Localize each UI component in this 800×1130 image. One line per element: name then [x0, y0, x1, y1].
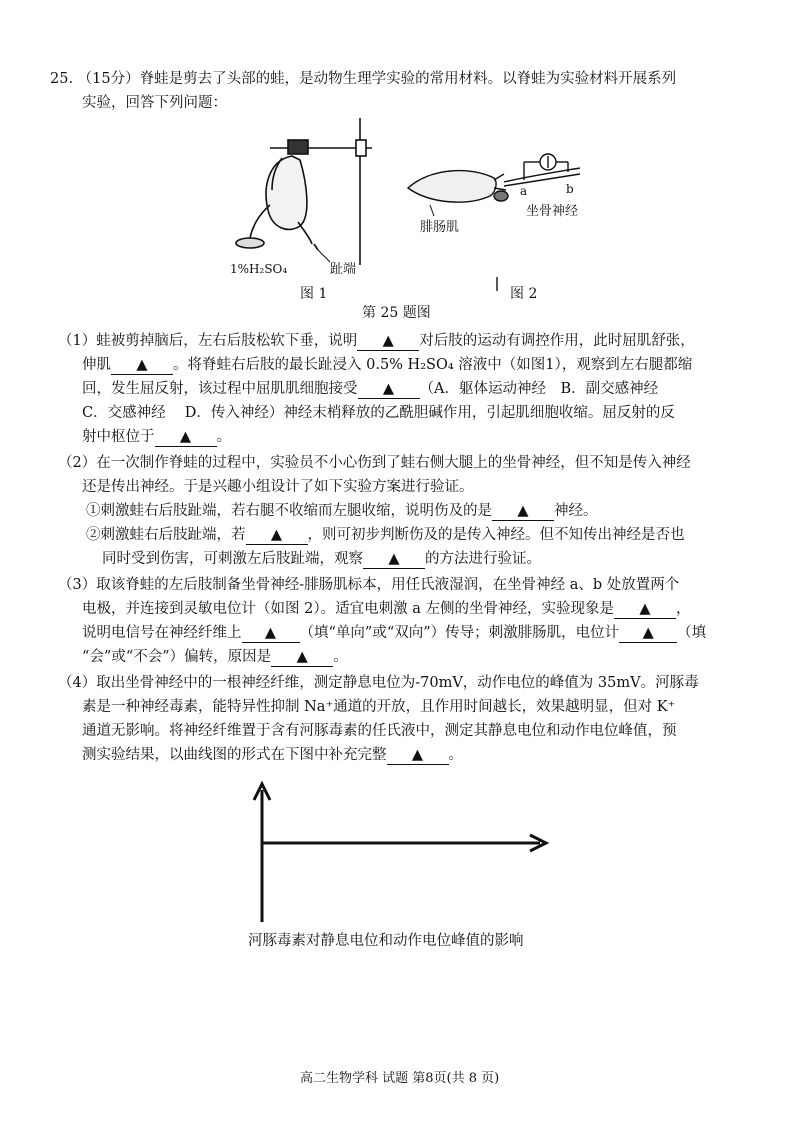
part1-line1: （1）蛙被剪掉脑后，左右后肢松软下垂，说明 ▲ 对后肢的运动有调控作用，此时屈肌舒张，	[58, 333, 695, 349]
part3-line3: 说明电信号在神经纤维上 ▲ （填“单向”或“双向”）传导；刺激腓肠肌，电位计 ▲ （填	[82, 625, 707, 641]
answer-blank[interactable]: ▲	[363, 550, 425, 569]
answer-blank[interactable]: ▲	[111, 356, 173, 375]
answer-blank[interactable]: ▲	[492, 502, 554, 521]
part1-line2: 伸肌 ▲ 。将脊蛙右后肢的最长趾浸入 0.5% H₂SO₄ 溶液中（如图1），观察到左右腿都缩	[82, 357, 693, 373]
part2-line4: ②刺激蛙右后肢趾端，若 ▲ ，则可初步判断伤及的是传入神经。但不知传出神经是否也	[86, 527, 685, 543]
page-footer: 高二生物学科 试题 第8页(共 8 页)	[300, 1071, 500, 1086]
part4-line1: （4）取出坐骨神经中的一根神经纤维，测定静息电位为-70mV，动作电位的峰值为 35mV。河豚毒	[58, 675, 699, 691]
answer-graph-axes[interactable]	[254, 784, 546, 922]
part1-line4: C．交感神经 D．传入神经）神经末梢释放的乙酰胆碱作用，引起肌细胞收缩。屈反射的反	[82, 405, 675, 421]
part4-line4: 测实验结果，以曲线图的形式在下图中补充完整 ▲ 。	[82, 747, 463, 763]
part3-line4: “会”或“不会”）偏转，原因是 ▲ 。	[82, 649, 348, 665]
part3-line1: （3）取该脊蛙的左后肢制备坐骨神经-腓肠肌标本，用任氏液湿润，在坐骨神经 a、b 处放置两个	[58, 577, 680, 593]
fig1-acid-label: 1%H₂SO₄	[230, 262, 288, 276]
part1-line5: 射中枢位于 ▲ 。	[82, 429, 231, 445]
fig2-muscle-label: 腓肠肌	[420, 220, 460, 235]
part4-line3: 通道无影响。将神经纤维置于含有河豚毒素的任氏液中，测定其静息电位和动作电位峰值，预	[82, 723, 677, 739]
fig1-caption: 图 1	[300, 286, 328, 302]
answer-blank[interactable]: ▲	[246, 526, 308, 545]
fig2-a-label: a	[520, 184, 528, 198]
question-number: 25.	[50, 71, 74, 87]
figure-group-caption: 第 25 题图	[362, 305, 431, 321]
part4-line2: 素是一种神经毒素，能特异性抑制 Na⁺通道的开放，且作用时间越长，效果越明显，但对 K⁺	[82, 699, 676, 715]
answer-blank[interactable]: ▲	[614, 600, 676, 619]
question-intro-line2: 实验，回答下列问题：	[82, 95, 227, 111]
answer-blank[interactable]: ▲	[358, 380, 420, 399]
answer-blank[interactable]: ▲	[387, 746, 449, 765]
part1-line3: 回，发生屈反射，该过程中屈肌肌细胞接受 ▲ （A．躯体运动神经 B．副交感神经	[82, 381, 659, 397]
part2-line3: ①刺激蛙右后肢趾端，若右腿不收缩而左腿收缩，说明伤及的是 ▲ 神经。	[86, 503, 598, 519]
question-intro-line1: 25. （15分）脊蛙是剪去了头部的蛙，是动物生理学实验的常用材料。以脊蛙为实验材料开展系列	[50, 71, 677, 87]
answer-blank[interactable]: ▲	[357, 332, 419, 351]
answer-blank[interactable]: ▲	[619, 624, 677, 643]
fig2-nerve-label: 坐骨神经	[526, 204, 579, 219]
part3-line2: 电极，并连接到灵敏电位计（如图 2）。适宜电刺激 a 左侧的坐骨神经，实验现象是 ▲ ，	[82, 601, 691, 617]
part2-line5: 同时受到伤害，可刺激左后肢趾端，观察 ▲ 的方法进行验证。	[102, 551, 541, 567]
answer-blank[interactable]: ▲	[155, 428, 217, 447]
fig1-toe-label: 趾端	[330, 262, 357, 277]
fig2-b-label: b	[566, 182, 574, 196]
answer-blank[interactable]: ▲	[242, 624, 300, 643]
part2-line1: （2）在一次制作脊蛙的过程中，实验员不小心伤到了蛙右侧大腿上的坐骨神经，但不知是传入神经	[58, 455, 691, 471]
graph-caption: 河豚毒素对静息电位和动作电位峰值的影响	[248, 933, 524, 949]
answer-blank[interactable]: ▲	[271, 648, 333, 667]
frog-stand-illustration	[236, 118, 372, 265]
part2-line2: 还是传出神经。于是兴趣小组设计了如下实验方案进行验证。	[82, 479, 474, 495]
fig2-caption: 图 2	[510, 286, 538, 302]
